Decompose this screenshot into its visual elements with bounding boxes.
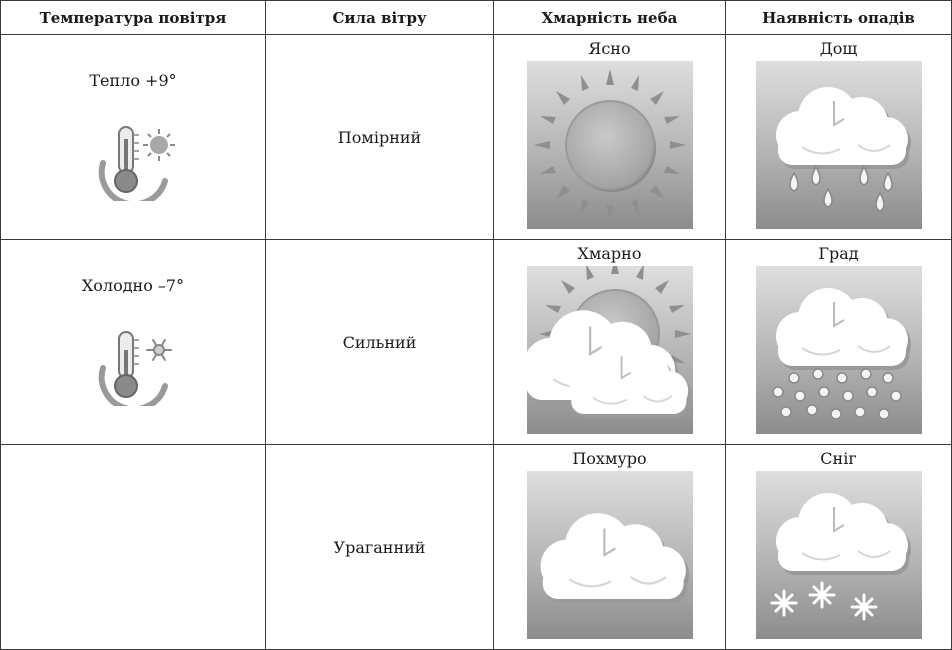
sky-label: Ясно xyxy=(588,39,631,58)
wind-cell: Помірний xyxy=(266,35,494,240)
sky-cell xyxy=(494,35,726,240)
sun-icon xyxy=(527,61,693,229)
temperature-label: Тепло +9° xyxy=(89,71,177,90)
header-precipitation: Наявність опадів xyxy=(726,1,952,35)
rain-cloud-icon xyxy=(756,61,922,229)
precipitation-label: Дощ xyxy=(819,39,858,58)
hail-cloud-icon xyxy=(756,266,922,434)
precipitation-label: Сніг xyxy=(820,449,857,468)
header-temperature: Температура повітря xyxy=(1,1,266,35)
snow-cloud-icon xyxy=(756,471,922,639)
temperature-label: Холодно –7° xyxy=(81,276,185,295)
table-row xyxy=(1,35,952,240)
precipitation-cell xyxy=(726,35,952,240)
thermometer-sun-icon xyxy=(93,123,177,201)
table-row xyxy=(1,445,952,650)
header-sky: Хмарність неба xyxy=(494,1,726,35)
wind-cell: Сильний xyxy=(266,240,494,445)
header-wind: Сила вітру xyxy=(266,1,494,35)
table-row xyxy=(1,240,952,445)
sky-label: Хмарно xyxy=(577,244,642,263)
sky-label: Похмуро xyxy=(572,449,647,468)
sky-cell xyxy=(494,445,726,650)
precipitation-label: Град xyxy=(818,244,859,263)
temperature-cell xyxy=(1,445,266,650)
precipitation-cell xyxy=(726,240,952,445)
sky-cell xyxy=(494,240,726,445)
temperature-cell xyxy=(1,35,266,240)
temperature-cell xyxy=(1,240,266,445)
wind-cell: Ураганний xyxy=(266,445,494,650)
sun-behind-cloud-icon xyxy=(527,266,693,434)
cloud-icon xyxy=(527,471,693,639)
header-row xyxy=(1,1,952,35)
thermometer-snowflake-icon xyxy=(93,328,177,406)
precipitation-cell xyxy=(726,445,952,650)
